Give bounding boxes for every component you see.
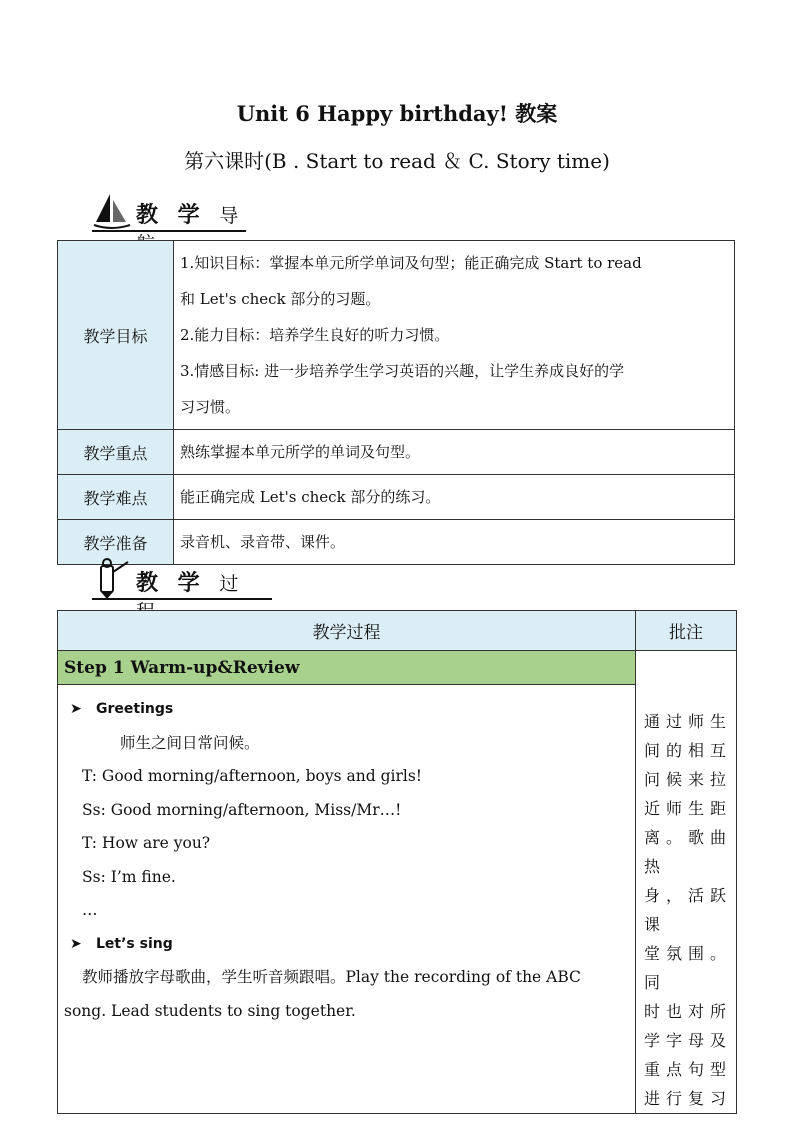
nav-line: 和 Let's check 部分的习题。: [180, 290, 381, 308]
greetings-desc: 师生之间日常问候。: [120, 733, 260, 752]
note-line: 离。歌曲热: [644, 828, 733, 876]
nav-value: [174, 241, 735, 430]
process-section-header: [92, 558, 272, 600]
document-subtitle: 第六课时(B . Start to read ＆ C. Story time): [184, 149, 610, 173]
dialog-line: Ss: Good morning/afternoon, Miss/Mr…!: [82, 800, 402, 819]
arrow-bullet-icon: ➤: [70, 935, 82, 952]
step1-body-row: [58, 685, 737, 1114]
note-line: 间的相互: [644, 741, 733, 760]
sing-desc-line: song. Lead students to sing together.: [64, 1001, 356, 1020]
process-section-underline: [92, 598, 272, 600]
nav-value: 能正确完成 Let's check 部分的练习。: [174, 475, 735, 520]
nav-line: 2.能力目标：培养学生良好的听力习惯。: [180, 326, 450, 344]
sing-bullet: [64, 928, 629, 962]
nav-value: 录音机、录音带、课件。: [174, 520, 735, 565]
note-line: 问候来拉: [644, 770, 733, 789]
step1-body: [58, 685, 636, 1114]
nav-key: 教学目标: [58, 241, 174, 430]
document-title: Unit 6 Happy birthday! 教案: [236, 101, 558, 126]
note-line: 学字母及: [644, 1031, 733, 1050]
process-section-strong: 教 学: [136, 571, 206, 596]
nav-line: 3.情感目标: 进一步培养学生学习英语的兴趣，让学生养成良好的学: [180, 362, 625, 380]
sailboat-icon: [92, 190, 132, 232]
nav-key: 教学重点: [58, 430, 174, 475]
nav-key: 教学难点: [58, 475, 174, 520]
nav-section-strong: 教 学: [136, 203, 206, 228]
process-section-light: 过: [219, 573, 243, 595]
nav-line: 习习惯。: [180, 398, 241, 416]
process-column-header: 教学过程: [58, 611, 636, 651]
teacher-pencil-icon: [92, 558, 132, 600]
note-line: 进行复习: [644, 1089, 733, 1108]
process-header-row: [58, 611, 737, 651]
nav-section-light: 导: [219, 205, 243, 227]
step1-title: Step 1 Warm-up&Review: [58, 651, 636, 685]
dialog-line: …: [82, 901, 98, 919]
nav-line: 1.知识目标：掌握本单元所学单词及句型；能正确完成 Start to read: [180, 254, 642, 272]
step1-note: [636, 651, 737, 1114]
dialog-line: T: How are you?: [82, 834, 211, 852]
nav-value: 熟练掌握本单元所学的单词及句型。: [174, 430, 735, 475]
note-line: 身，活跃课: [644, 886, 733, 934]
note-line: 近师生距: [644, 799, 733, 818]
dialog-line: Ss: I’m fine.: [82, 867, 176, 886]
nav-table: [57, 240, 735, 565]
arrow-bullet-icon: ➤: [70, 701, 82, 717]
note-line: 时也对所: [644, 1002, 733, 1021]
note-column-header: 批注: [636, 611, 737, 651]
step1-title-row: [58, 651, 737, 685]
greetings-bullet: [64, 693, 629, 727]
nav-key: 教学准备: [58, 520, 174, 565]
sing-desc-line: 教师播放字母歌曲，学生听音频跟唱。Play the recording of the ABC: [82, 968, 581, 986]
nav-row-difficulties: [58, 475, 735, 520]
sing-label: Let’s sing: [96, 935, 173, 952]
nav-row-keypoints: [58, 430, 735, 475]
nav-row-objectives: [58, 241, 735, 430]
greetings-label: Greetings: [96, 701, 174, 717]
nav-section-underline: [92, 230, 246, 232]
process-table: [57, 610, 737, 1114]
nav-section-header: [92, 190, 246, 232]
dialog-line: T: Good morning/afternoon, boys and girls!: [82, 767, 423, 785]
note-line: 堂氛围。同: [644, 944, 733, 992]
note-line: 通过师生: [644, 712, 733, 731]
note-line: 重点句型: [644, 1060, 733, 1079]
